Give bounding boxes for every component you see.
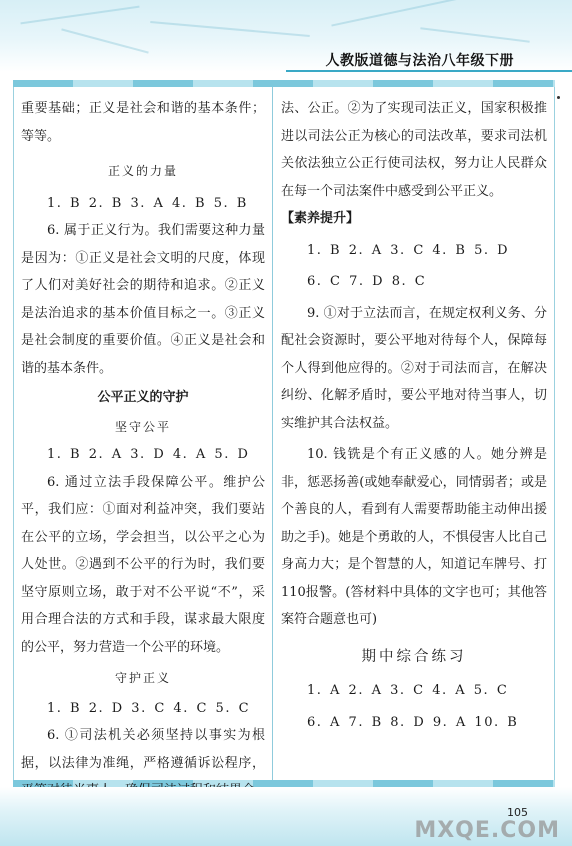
paragraph: 法、公正。②为了实现司法正义，国家积极推进以司法公正为核心的司法改革，要求司法机关依法独立公正行使司法权，努力让人民群众在每一个司法案件中感受到公平正义。 bbox=[281, 101, 547, 199]
paragraph: 6. ①司法机关必须坚持以事实为根据，以法律为准绳，严格遵循诉讼程序， bbox=[21, 728, 265, 771]
page-number: 105 bbox=[507, 806, 528, 819]
subsection-title: 守护正义 bbox=[114, 671, 171, 685]
right-column bbox=[281, 95, 547, 736]
answer-line: 6. A 7. B 8. D 9. A 10. B bbox=[307, 714, 519, 730]
answer-line: 1. B 2. D 3. C 4. C 5. C bbox=[47, 700, 251, 716]
paragraph: 10. 钱铣是个有正义感的人。她分辨是非，惩恶扬善(或她奉献爱心，同情弱者；或是个善良的人，看到有人需要帮助能主动伸出援助之手)。她是个勇敢的人，不惧侵害人比自己身高力大；是个智慧的人，知道记车牌号、打110报警。(答材料中具体的文字也可；其他答案符合题意也可) bbox=[281, 447, 547, 627]
left-column bbox=[21, 95, 265, 805]
answer-line: 6. C 7. D 8. C bbox=[307, 274, 427, 289]
subsection-title: 正义的力量 bbox=[107, 164, 178, 178]
answer-line: 1. B 2. B 3. A 4. B 5. B bbox=[47, 195, 248, 211]
section-title: 公平正义的守护 bbox=[97, 390, 189, 405]
exercise-heading: 期中综合练习 bbox=[361, 648, 467, 665]
margin-dot bbox=[557, 96, 560, 99]
answer-line: 1. A 2. A 3. C 4. A 5. C bbox=[307, 683, 509, 698]
subsection-title: 坚守公平 bbox=[114, 419, 171, 434]
paragraph: 9. ①对于立法而言，在规定权利义务、分配社会资源时，要公平地对待每个人，保障每个人得到他应得的。②对于司法而言，在解决纠纷、化解矛盾时，要公平地对待当事人，切实维护其合法权益。 bbox=[281, 305, 547, 431]
paragraph: 6. 通过立法手段保障公平。维护公平，我们应：①面对利益冲突，我们要站在公平的立场，学会担当，以公平之心为人处世。②遇到不公平的行为时，我们要坚守原则立场，敢于对不公平说“不”，采用合理合法的方式和手段，谋求最大限度的公平，努力营造一个公平的环境。 bbox=[21, 474, 265, 655]
section-label: 【素养提升】 bbox=[281, 211, 360, 226]
answer-line: 1. B 2. A 3. C 4. B 5. D bbox=[307, 242, 510, 258]
column-divider bbox=[272, 87, 273, 780]
paragraph: 重要基础；正义是社会和谐的基本条件；等等。 bbox=[21, 101, 265, 144]
watermark: MXQE.COM bbox=[414, 818, 560, 843]
top-decor-strip bbox=[13, 80, 555, 87]
paragraph: 6. 属于正义行为。我们需要这种力量是因为：①正义是社会文明的尺度，体现了人们对美好社会的期待和追求。②正义是法治追求的基本价值目标之一。③正义是社会制度的重要价值。④正义是社会和谐的基本条件。 bbox=[21, 223, 265, 376]
answer-line: 1. B 2. A 3. D 4. A 5. D bbox=[47, 447, 250, 462]
book-title: 人教版道德与法治八年级下册 bbox=[325, 53, 514, 69]
header-rule bbox=[286, 70, 572, 72]
